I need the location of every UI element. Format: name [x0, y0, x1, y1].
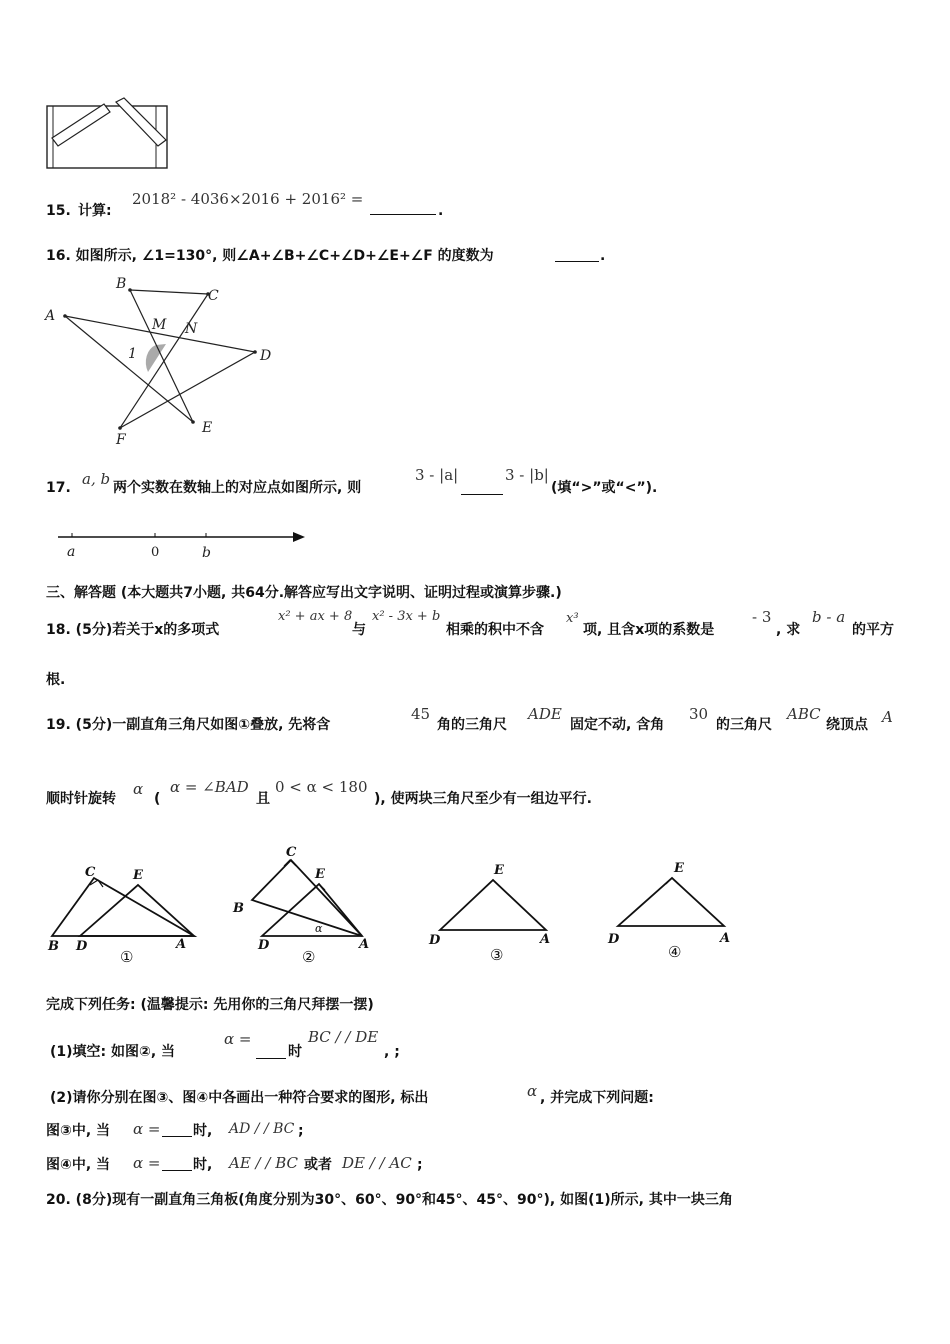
q15-expression: 2018² - 4036×2016 + 2016² = [132, 190, 364, 208]
q19-vertex-a: A [882, 708, 893, 726]
fig1-label-B: B [48, 939, 59, 954]
fig2-label-B: B [233, 901, 244, 916]
top-partial-figure [44, 96, 174, 174]
q16-label-C: C [208, 288, 219, 304]
q17-tail: (填“>”或“<”). [551, 480, 658, 496]
tasks-intro: 完成下列任务: (温馨提示: 先用你的三角尺拜摆一摆) [46, 997, 374, 1013]
fig4-label-A: A [720, 931, 731, 946]
fig4-condition-2: DE / / AC [342, 1154, 412, 1172]
task2-tail: , 并完成下列问题: [540, 1090, 654, 1106]
fig4-question-a: 图④中, 当 [46, 1157, 111, 1173]
q19-deg45: 45 [411, 705, 431, 723]
q19-abc: ABC [787, 705, 821, 723]
q15-label: 计算: [78, 203, 112, 219]
fig3-label-D: D [429, 933, 441, 948]
task1-part-a: (1)填空: 如图②, 当 [50, 1044, 176, 1060]
fig2-label-alpha: α [315, 922, 323, 935]
q16-label-E: E [202, 420, 213, 436]
fig4-or: 或者 [304, 1157, 332, 1173]
q19-range: 0 < α < 180 [275, 778, 368, 796]
q17-number: 17. [46, 480, 71, 496]
fig4-label-D: D [608, 932, 620, 947]
q19-part4: 的三角尺 [716, 717, 772, 733]
q18-expr: b - a [812, 608, 846, 626]
q17-text: 两个实数在数轴上的对应点如图所示, 则 [113, 480, 362, 496]
fig3-number: ③ [490, 946, 504, 964]
q19-part3: 固定不动, 含角 [570, 717, 665, 733]
q16-label-D: D [260, 348, 272, 364]
section3-heading: 三、解答题 (本大题共7小题, 共64分.解答应写出文字说明、证明过程或演算步骤.) [46, 585, 562, 601]
fig2-label-E: E [315, 867, 325, 882]
fig2-label-C: C [286, 845, 297, 860]
task2-alpha: α [527, 1082, 538, 1100]
fig4-answer-blank [162, 1156, 192, 1171]
q19-part9: ), 使两块三角尺至少有一组边平行. [374, 791, 592, 807]
fig4-question-alpha: α = [133, 1154, 161, 1172]
fig1-label-C: C [85, 865, 96, 880]
q19-deg30: 30 [689, 705, 709, 723]
q19-figure-1 [47, 865, 194, 966]
task1-part-b: 时 [288, 1044, 302, 1060]
q16-label-angle-1: 1 [128, 346, 137, 362]
fig3-question-alpha: α = [133, 1120, 161, 1138]
q16-label-N: N [185, 321, 198, 337]
task1-answer-blank [256, 1044, 286, 1059]
task2-text: (2)请你分别在图③、图④中各画出一种符合要求的图形, 标出 [50, 1090, 429, 1106]
q18-part7: 根. [46, 672, 66, 688]
q18-part1: 18. (5分)若关于x的多项式 [46, 622, 220, 638]
q18-part6: 的平方 [852, 622, 894, 638]
q16-end: . [600, 248, 606, 264]
q19-part2: 角的三角尺 [437, 717, 507, 733]
q19-part5: 绕顶点 [826, 717, 868, 733]
fig1-label-E: E [133, 868, 143, 883]
q15-answer-blank [370, 200, 436, 215]
q16-label-F: F [116, 432, 126, 448]
fig4-label-E: E [674, 861, 684, 876]
q19-figure-3 [428, 863, 550, 964]
q18-x3: x³ [566, 611, 579, 626]
fig3-question-b: 时, [193, 1123, 213, 1139]
q16-label-B: B [116, 276, 127, 292]
q18-part5: , 求 [776, 622, 801, 638]
fig3-answer-blank [162, 1122, 192, 1137]
q19-ade: ADE [528, 705, 562, 723]
q18-part2: 与 [352, 622, 366, 638]
q16-label-A: A [45, 308, 56, 324]
fig3-question-a: 图③中, 当 [46, 1123, 111, 1139]
q17-answer-blank [461, 480, 503, 495]
fig4-question-c: ; [417, 1157, 423, 1173]
q17-axis-zero: 0 [151, 545, 160, 560]
fig1-label-A: A [176, 937, 187, 952]
fig2-label-D: D [258, 938, 270, 953]
q17-axis-a: a [67, 544, 76, 560]
q17-number-line [50, 526, 310, 562]
fig3-label-A: A [540, 932, 551, 947]
q16-answer-blank [555, 247, 599, 262]
q19-part1: 19. (5分)一副直角三角尺如图①叠放, 先将含 [46, 717, 331, 733]
q19-part7: ( [154, 791, 161, 807]
q17-expr2: 3 - |b| [505, 466, 549, 484]
q17-vars: a, b [82, 470, 111, 488]
q17-axis-b: b [202, 545, 211, 561]
q17-expr1: 3 - |a| [415, 466, 459, 484]
q16-question: 16. 如图所示, ∠1=130°, 则∠A+∠B+∠C+∠D+∠E+∠F 的度数为 [46, 248, 494, 264]
q19-alpha-def: α = ∠BAD [170, 778, 249, 796]
q19-figure-4 [607, 861, 730, 961]
fig3-label-E: E [494, 863, 504, 878]
fig1-label-D: D [76, 939, 88, 954]
task1-alpha: α = [224, 1030, 252, 1048]
fig1-number: ① [120, 948, 134, 966]
fig4-question-b: 时, [193, 1157, 213, 1173]
fig4-number: ④ [668, 943, 682, 961]
q19-figure-2 [232, 845, 369, 966]
q18-poly1: x² + ax + 8 [278, 609, 353, 624]
q19-part6: 顺时针旋转 [46, 791, 116, 807]
q15-end: . [438, 203, 444, 219]
fig3-question-c: ; [298, 1123, 304, 1139]
q18-part4: 项, 且含x项的系数是 [583, 622, 715, 638]
q16-label-M: M [152, 317, 167, 333]
q18-coef: - 3 [752, 608, 772, 626]
q16-star-figure [40, 270, 290, 450]
q19-part8: 且 [256, 791, 270, 807]
q19-alpha: α [133, 780, 144, 798]
fig2-number: ② [302, 948, 316, 966]
q18-poly2: x² - 3x + b [372, 609, 441, 624]
task1-condition: BC / / DE [308, 1028, 379, 1046]
fig4-condition-1: AE / / BC [229, 1154, 298, 1172]
q20-question: 20. (8分)现有一副直角三角板(角度分别为30°、60°、90°和45°、45°、90°), 如图(1)所示, 其中一块三角 [46, 1192, 733, 1208]
q15-number: 15. [46, 203, 71, 219]
task1-part-c: , ; [384, 1044, 400, 1060]
fig2-label-A: A [359, 937, 370, 952]
q19-figures [40, 840, 760, 970]
q18-part3: 相乘的积中不含 [446, 622, 544, 638]
fig3-condition: AD / / BC [229, 1121, 295, 1137]
